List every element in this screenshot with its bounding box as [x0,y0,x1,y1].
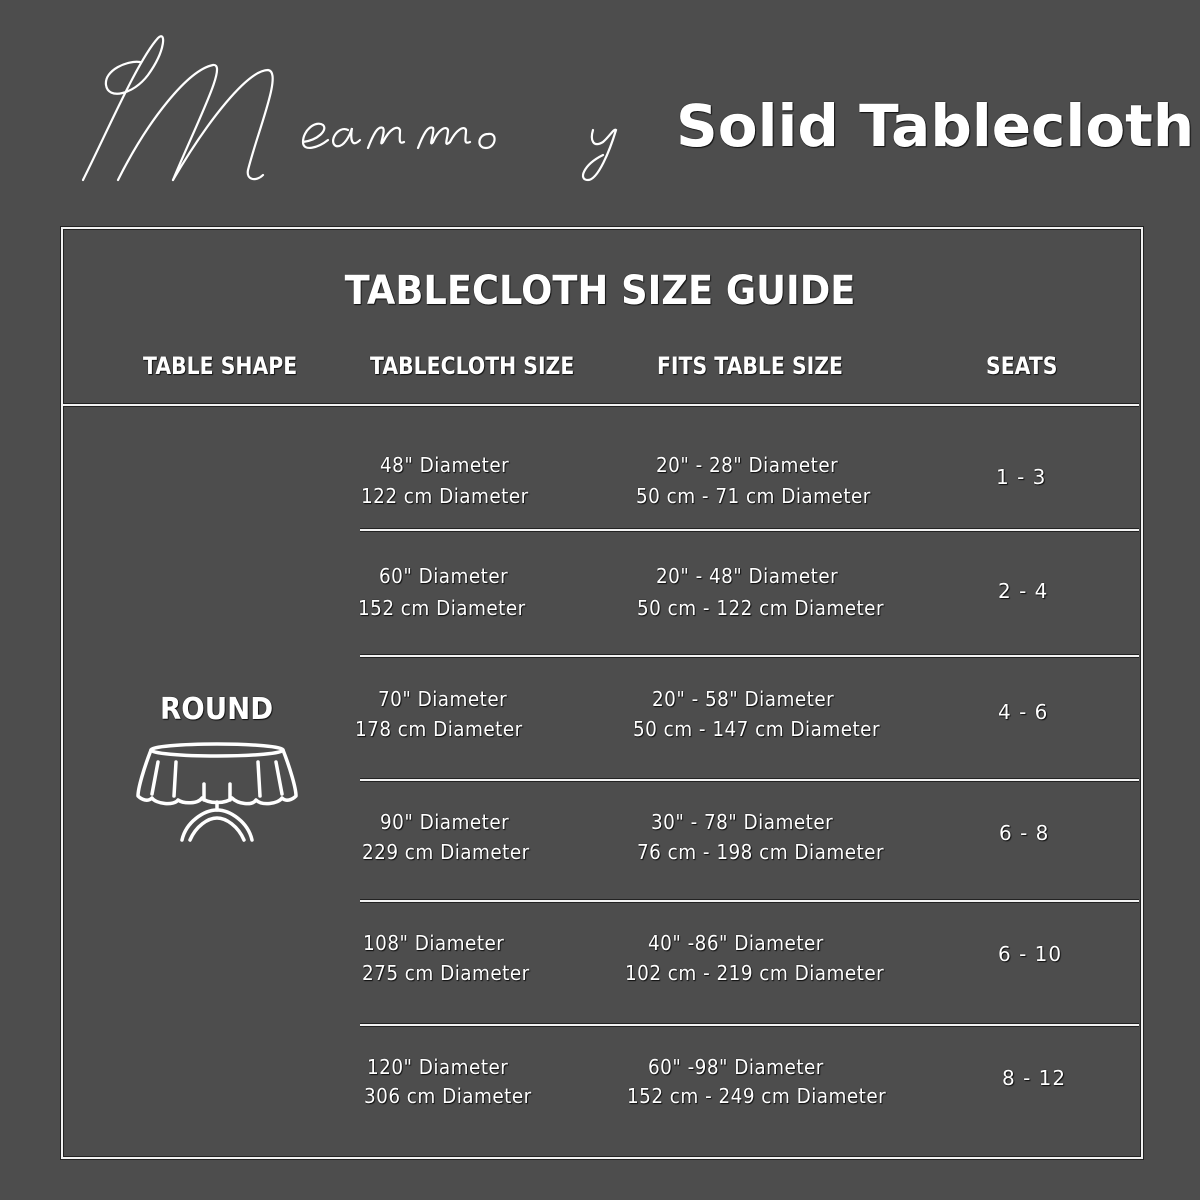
tablecloth-size-cm: 152 cm Diameter [358,596,526,620]
seats-value: 1 - 3 [996,465,1047,489]
fits-table-size-cm: 50 cm - 71 cm Diameter [636,484,871,508]
seats-value: 6 - 10 [998,942,1063,966]
tablecloth-size-inches: 70" Diameter [378,687,508,711]
fits-table-size-cm: 76 cm - 198 cm Diameter [637,840,884,864]
fits-table-size-inches: 30" - 78" Diameter [651,810,834,834]
column-header-table-shape: TABLE SHAPE [143,352,298,380]
tablecloth-size-inches: 90" Diameter [380,810,510,834]
tablecloth-size-cm: 229 cm Diameter [362,840,530,864]
table-shape-label: ROUND [160,692,274,727]
column-header-seats: SEATS [986,352,1058,380]
row-divider [360,1024,1139,1026]
fits-table-size-inches: 20" - 48" Diameter [656,564,839,588]
tablecloth-size-cm: 275 cm Diameter [362,961,530,985]
fits-table-size-cm: 50 cm - 147 cm Diameter [633,717,880,741]
fits-table-size-cm: 102 cm - 219 cm Diameter [625,961,885,985]
brand-script-logo [78,30,663,190]
row-divider [360,529,1139,531]
fits-table-size-inches: 20" - 28" Diameter [656,453,839,477]
tablecloth-size-inches: 108" Diameter [363,931,505,955]
tablecloth-size-cm: 122 cm Diameter [361,484,529,508]
seats-value: 4 - 6 [998,700,1049,724]
round-table-icon [134,738,300,848]
tablecloth-size-cm: 178 cm Diameter [355,717,523,741]
tablecloth-size-inches: 48" Diameter [380,453,510,477]
tablecloth-size-inches: 120" Diameter [367,1055,509,1079]
row-divider [360,779,1139,781]
seats-value: 2 - 4 [998,579,1049,603]
column-header-tablecloth-size: TABLECLOTH SIZE [370,352,575,380]
row-divider [360,900,1139,902]
fits-table-size-inches: 40" -86" Diameter [648,931,824,955]
row-divider [360,655,1139,657]
fits-table-size-inches: 20" - 58" Diameter [652,687,835,711]
size-guide-title: TABLECLOTH SIZE GUIDE [344,268,856,314]
tablecloth-size-inches: 60" Diameter [379,564,509,588]
seats-value: 8 - 12 [1002,1066,1067,1090]
product-title: Solid Tablecloth [676,92,1195,160]
column-header-fits-table-size: FITS TABLE SIZE [657,352,843,380]
header-divider [63,404,1139,406]
seats-value: 6 - 8 [999,821,1050,845]
fits-table-size-cm: 152 cm - 249 cm Diameter [627,1084,887,1108]
tablecloth-size-cm: 306 cm Diameter [364,1084,532,1108]
fits-table-size-cm: 50 cm - 122 cm Diameter [637,596,884,620]
fits-table-size-inches: 60" -98" Diameter [648,1055,824,1079]
